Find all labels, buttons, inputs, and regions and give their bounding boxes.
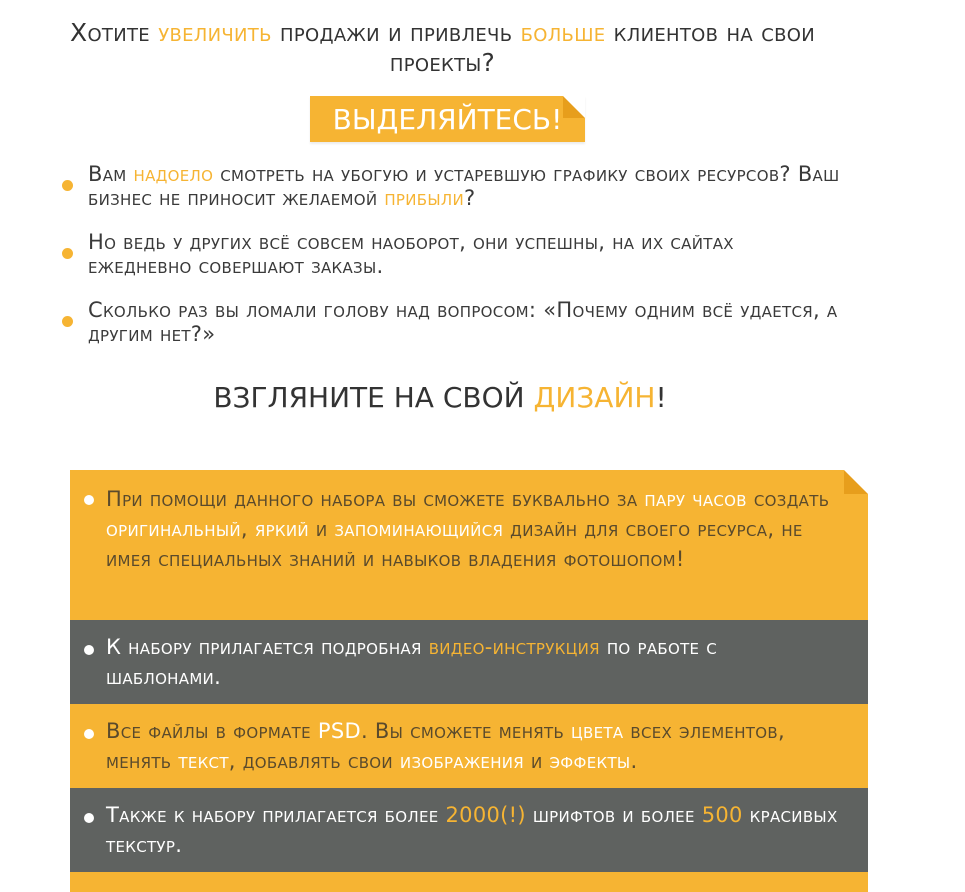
section-heading-highlight: ДИЗАЙН <box>533 381 656 414</box>
headline-text: Хотите <box>70 18 159 47</box>
headline-text: продажи и привлечь <box>271 18 521 47</box>
bullet-dot-icon <box>62 180 73 191</box>
feature-row-partial <box>70 872 868 892</box>
list-item <box>60 162 840 210</box>
feature-highlight: пару часов <box>644 487 747 511</box>
stand-out-label: ВЫДЕЛЯЙТЕСЬ! <box>332 103 563 136</box>
section-heading-text: ! <box>655 381 667 414</box>
feature-highlight: яркий <box>254 517 309 541</box>
feature-row <box>70 470 868 620</box>
feature-text: , добавлять свои <box>228 749 400 773</box>
feature-text: дизайн для своего ресурса, не имея специальных знаний и навыков владения фотошопом! <box>106 517 803 571</box>
feature-text: по работе с шаблонами. <box>106 635 718 689</box>
feature-row <box>70 620 868 704</box>
list-item-text: Вам <box>88 162 134 186</box>
page-fold-corner <box>563 96 585 118</box>
feature-text: При помощи данного набора вы сможете буквально за <box>106 487 645 511</box>
features-panel <box>70 470 868 892</box>
bullet-dot-icon <box>84 729 94 739</box>
list-item <box>60 298 840 346</box>
feature-text: красивых текстур. <box>106 803 838 857</box>
list-item-highlight: прибыли <box>384 186 464 210</box>
feature-highlight: текст <box>178 749 229 773</box>
feature-text: . Вы сможете менять <box>360 719 572 743</box>
bullet-dot-icon <box>84 813 94 823</box>
feature-text: , <box>240 517 255 541</box>
feature-text: Также к набору прилагается более <box>106 803 446 827</box>
list-item <box>60 230 840 278</box>
list-item-text: Но ведь у других всё совсем наоборот, они успешны, на их сайтах ежедневно совершают заказы. <box>88 230 734 278</box>
feature-text: . <box>630 749 638 773</box>
feature-highlight: 500 <box>701 803 743 827</box>
feature-highlight: эффекты <box>549 749 631 773</box>
stand-out-banner <box>310 96 585 142</box>
feature-text: Все файлы в формате <box>106 719 318 743</box>
feature-row <box>70 704 868 788</box>
page-headline <box>40 18 845 78</box>
list-item-highlight: надоело <box>133 162 214 186</box>
section-heading <box>0 378 880 418</box>
feature-highlight: 2000(!) <box>445 803 526 827</box>
feature-highlight: видео-инструкция <box>428 635 600 659</box>
feature-row <box>70 788 868 872</box>
feature-highlight: изображения <box>399 749 525 773</box>
feature-highlight: оригинальный <box>106 517 241 541</box>
bullet-dot-icon <box>62 248 73 259</box>
feature-text: и <box>524 749 550 773</box>
headline-text: клиентов на свои проекты? <box>389 18 815 77</box>
headline-highlight: увеличить <box>158 18 272 47</box>
feature-text: К набору прилагается подробная <box>106 635 429 659</box>
feature-text: и <box>308 517 335 541</box>
feature-highlight: запоминающийся <box>334 517 504 541</box>
list-item-text: Сколько раз вы ломали голову над вопросом: «Почему одним всё удается, а другим нет?» <box>88 298 838 346</box>
section-heading-text: ВЗГЛЯНИТЕ НА СВОЙ <box>213 381 534 414</box>
bullet-dot-icon <box>84 495 94 505</box>
feature-text: шрифтов и более <box>525 803 702 827</box>
list-item-text: смотреть на убогую и устаревшую графику своих ресурсов? Ваш бизнес не приносит желаемой <box>88 162 840 210</box>
feature-highlight: PSD <box>317 719 361 743</box>
list-item-text: ? <box>464 186 476 210</box>
feature-text: создать <box>746 487 830 511</box>
page-fold-corner <box>844 470 868 494</box>
bullet-dot-icon <box>84 645 94 655</box>
pain-points-list <box>60 162 840 366</box>
feature-text: всех элементов, менять <box>106 719 785 773</box>
bullet-dot-icon <box>62 316 73 327</box>
feature-highlight: цвета <box>571 719 624 743</box>
headline-highlight: больше <box>520 18 606 47</box>
